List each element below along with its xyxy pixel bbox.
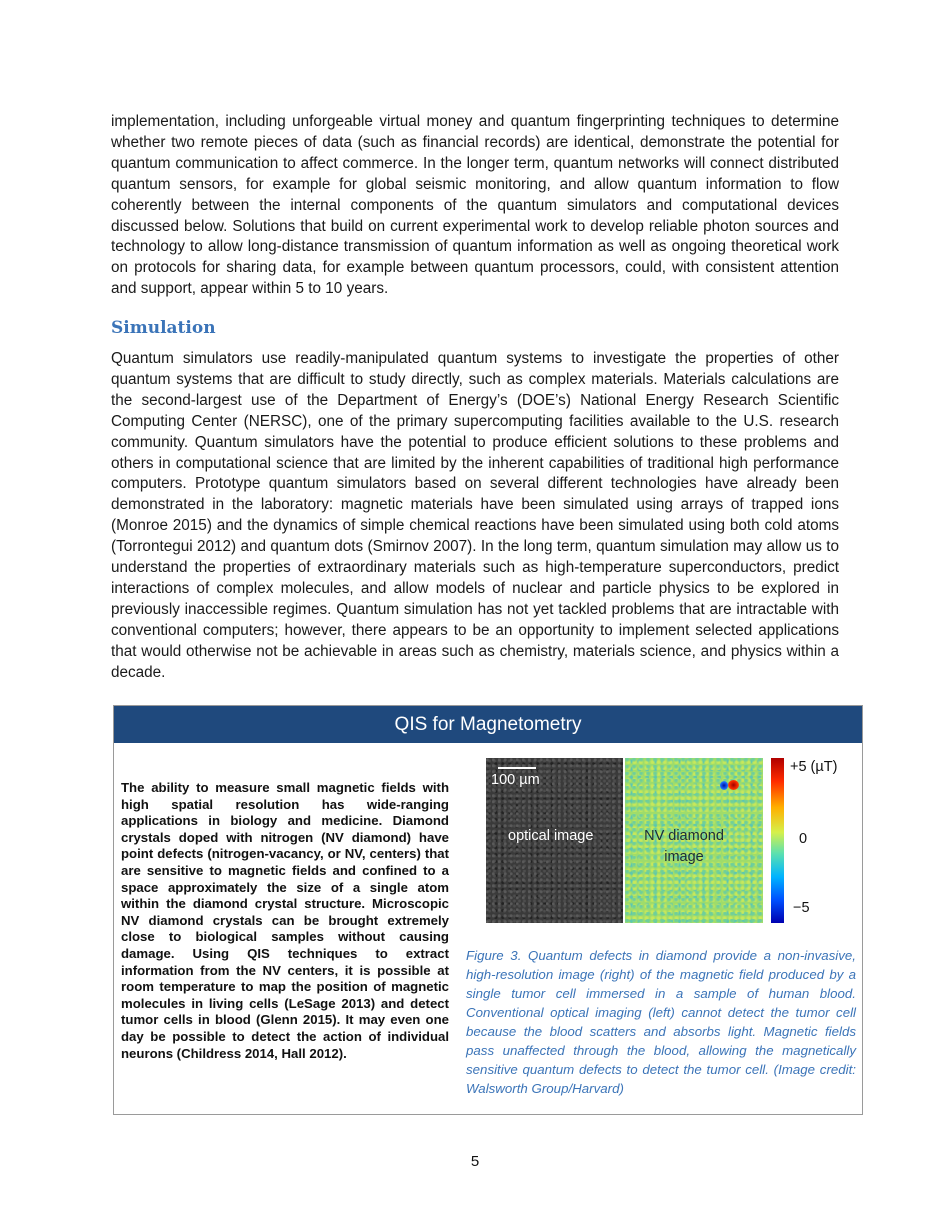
sidebar-title: QIS for Magnetometry	[114, 706, 862, 743]
negative-field-spot	[720, 781, 728, 790]
optical-image-label: optical image	[508, 828, 594, 844]
colorbar-min-label: −5	[793, 900, 810, 916]
colorbar	[771, 758, 784, 923]
nv-image-label-line2: image	[664, 849, 704, 865]
scale-label: 100 µm	[491, 772, 540, 788]
sidebar-text: The ability to measure small magnetic fields with high spatial resolution has wide-ranging applications in biology and medicine. Diamond crystals doped with nitrogen (NV diamond) have point defects (nitrogen-vacancy, or NV, centers) that are sensitive to magnetic fields and confined to a space approximately the size of a single atom within the diamond crystal structure. Microscopic NV diamond crystals can be brought extremely close to biological samples without causing damage. Using QIS techniques to extract information from the NV centers, it is possible at room temperature to map the position of magnetic molecules in living cells (LeSage 2013) and detect tumor cells in blood (Glenn 2015). It may even one day be possible to detect the action of individual neurons (Childress 2014, Hall 2012).	[121, 780, 449, 1061]
nv-image-label-line1: NV diamond	[644, 828, 724, 844]
optical-image	[486, 758, 623, 923]
section-heading-simulation: Simulation	[111, 318, 216, 338]
colorbar-max-label: +5 (µT)	[790, 759, 838, 775]
body-paragraph: implementation, including unforgeable virtual money and quantum fingerprinting techniques to determine whether two remote pieces of data (such as financial records) are identical, demonstrate the potential for quantum communication to affect commerce. In the longer term, quantum networks will connect distributed quantum sensors, for example for global seismic monitoring, and allow quantum information to flow coherently between the internal components of the quantum simulators and computational devices discussed below. Solutions that build on current experimental work to develop reliable photon sources and technology to allow long-distance transmission of quantum information as well as ongoing theoretical work on protocols for sharing data, for example between quantum processors, could, with consistent attention and support, appear within 5 to 10 years.	[111, 113, 839, 298]
positive-field-spot	[728, 780, 739, 790]
figure-caption: Figure 3. Quantum defects in diamond provide a non-invasive, high-resolution image (right) of the magnetic field produced by a single tumor cell immersed in a sample of human blood. Conventional optical imaging (left) cannot detect the tumor cell because the blood scatters and absorbs light. Magnetic fields pass unaffected through the blood, allowing the magnetically sensitive quantum defects to detect the tumor cell. (Image credit: Walsworth Group/Harvard)	[466, 948, 856, 1096]
sidebar-box	[113, 705, 863, 1115]
page-number: 5	[470, 1153, 480, 1170]
scale-bar	[498, 767, 536, 769]
figure-3	[486, 758, 866, 928]
tumor-cell-signal	[720, 778, 742, 792]
nv-diamond-image	[625, 758, 763, 923]
body-paragraph: Quantum simulators use readily-manipulated quantum systems to investigate the properties of other quantum systems that are difficult to study directly, such as complex materials. Materials calculations are the second-largest use of the Department of Energy’s (DOE’s) National Energy Research Scientific Computing Center (NERSC), one of the primary supercomputing facilities available to the U.S. research community. Quantum simulators have the potential to produce efficient solutions to these problems and others in computational science that are limited by the inherent capabilities of traditional high performance computers. Prototype quantum simulators based on several different technologies have already been demonstrated in the laboratory: magnetic materials have been simulated using arrays of trapped ions (Monroe 2015) and the dynamics of simple chemical reactions have been simulated using both cold atoms (Torrontegui 2012) and quantum dots (Smirnov 2007). In the long term, quantum simulation may allow us to understand the properties of extraordinary materials such as high-temperature superconductors, predict interactions of complex molecules, and allow models of nuclear and particle physics to be explored in previously inaccessible regimes. Quantum simulation has not yet tackled problems that are intractable with conventional computers; however, there appears to be an opportunity to implement selected applications that would otherwise not be achievable in areas such as chemistry, materials science, and physics within a decade.	[111, 350, 839, 681]
colorbar-mid-label: 0	[799, 831, 808, 847]
